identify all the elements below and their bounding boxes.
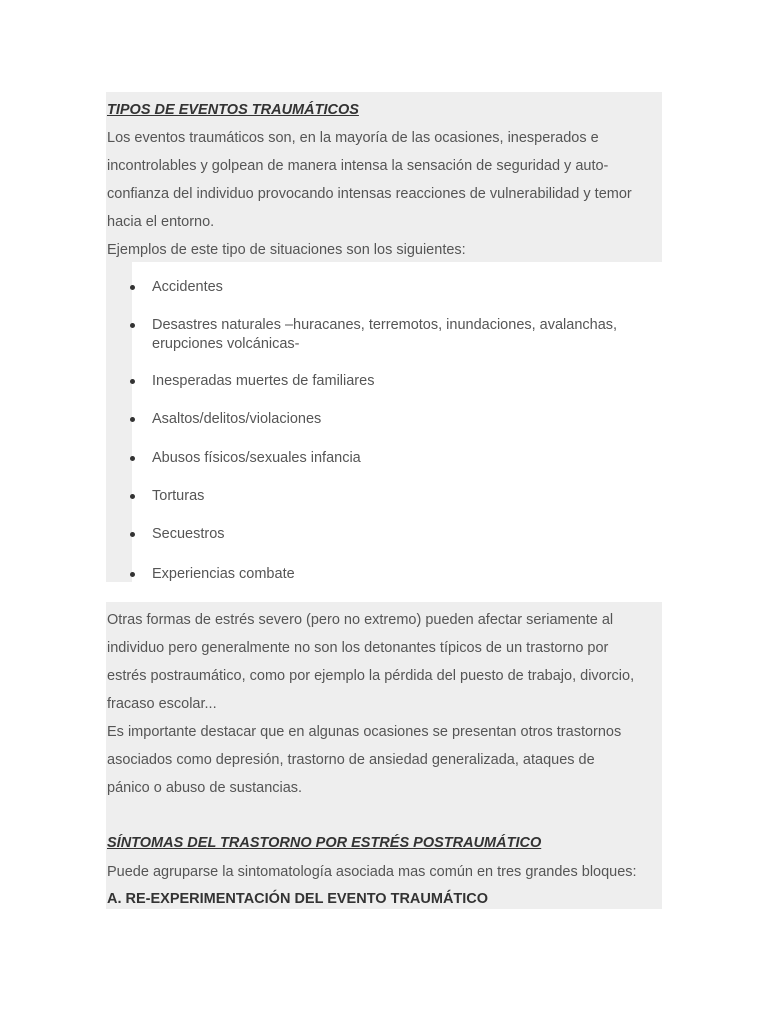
paragraph-line: Otras formas de estrés severo (pero no extremo) pueden afectar seriamente al	[107, 612, 614, 628]
bullet-icon	[130, 285, 135, 290]
paragraph-line: Puede agruparse la sintomatología asociada mas común en tres grandes bloques:	[107, 864, 637, 880]
bullet-icon	[130, 572, 135, 577]
list-item: Abusos físicos/sexuales infancia	[152, 450, 361, 466]
intro-line: incontrolables y golpean de manera intensa la sensación de seguridad y auto-	[107, 158, 609, 174]
paragraph-line: estrés postraumático, como por ejemplo la pérdida del puesto de trabajo, divorcio,	[107, 668, 635, 684]
highlight-list-strip	[106, 262, 132, 582]
subheading-a: A. RE-EXPERIMENTACIÓN DEL EVENTO TRAUMÁTICO	[107, 891, 489, 907]
bullet-icon	[130, 494, 135, 499]
list-item: Experiencias combate	[152, 566, 295, 582]
bullet-icon	[130, 323, 135, 328]
list-item-continuation: erupciones volcánicas-	[152, 336, 300, 352]
intro-line: Ejemplos de este tipo de situaciones son los siguientes:	[107, 242, 466, 258]
bullet-icon	[130, 379, 135, 384]
intro-line: hacia el entorno.	[107, 214, 215, 230]
intro-line: confianza del individuo provocando intensas reacciones de vulnerabilidad y temor	[107, 186, 632, 202]
paragraph-line: Es importante destacar que en algunas ocasiones se presentan otros trastornos	[107, 724, 622, 740]
paragraph-line: asociados como depresión, trastorno de ansiedad generalizada, ataques de	[107, 752, 595, 768]
list-item: Desastres naturales –huracanes, terremotos, inundaciones, avalanchas,	[152, 317, 618, 333]
paragraph-line: fracaso escolar...	[107, 696, 217, 712]
bullet-icon	[130, 532, 135, 537]
list-item: Asaltos/delitos/violaciones	[152, 411, 322, 427]
bullet-icon	[130, 456, 135, 461]
section-heading-sintomas: SÍNTOMAS DEL TRASTORNO POR ESTRÉS POSTRAUMÁTICO	[107, 835, 542, 851]
list-item: Torturas	[152, 488, 205, 504]
intro-line: Los eventos traumáticos son, en la mayoría de las ocasiones, inesperados e	[107, 130, 599, 146]
list-item: Accidentes	[152, 279, 223, 295]
paragraph-line: individuo pero generalmente no son los detonantes típicos de un trastorno por	[107, 640, 609, 656]
paragraph-line: pánico o abuso de sustancias.	[107, 780, 303, 796]
bullet-icon	[130, 417, 135, 422]
list-item: Secuestros	[152, 526, 225, 542]
section-heading-tipos: TIPOS DE EVENTOS TRAUMÁTICOS	[107, 102, 359, 118]
list-item: Inesperadas muertes de familiares	[152, 373, 375, 389]
